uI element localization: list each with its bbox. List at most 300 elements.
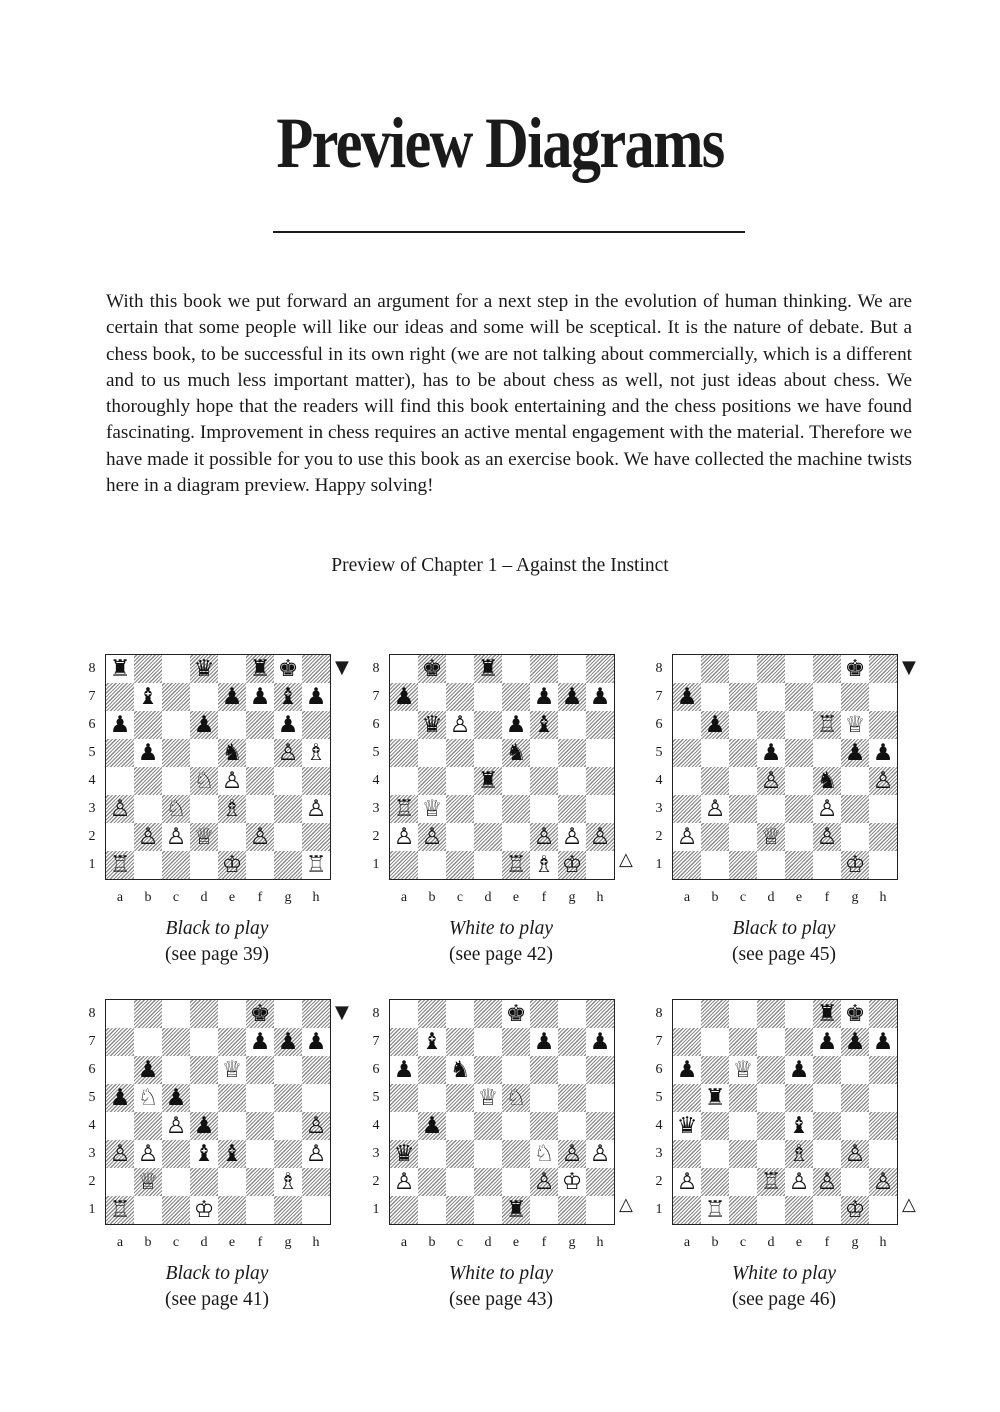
board-square xyxy=(162,655,190,683)
rank-label: 3 xyxy=(372,801,380,816)
board-square xyxy=(474,683,502,711)
white-queen-piece: ♕ xyxy=(732,1057,754,1083)
board-square xyxy=(757,1028,785,1056)
page-reference: (see page 39) xyxy=(165,944,269,965)
intro-paragraph: With this book we put forward an argument for a next step in the evolution of human thinking. We are certain that some people will like our ideas and some will be sceptical. It is the nature of debate. But a chess book, to be successful in its own right (we are not talking about commercially, which is a different and to us much less important matter), has to be about chess as well, not just ideas about chess. We thoroughly hope that the readers will find this book entertaining and the chess positions we have found fascinating. Improvement in chess requires an active mental engagement with the material. Therefore we have made it possible for you to use this book as an exercise book. We have collected the machine twists here in a diagram preview. Happy solving! xyxy=(106,291,912,497)
black-knight-piece: ♞ xyxy=(505,740,527,766)
diagram-caption xyxy=(85,916,349,968)
board-square xyxy=(701,1112,729,1140)
rank-label: 8 xyxy=(655,1006,663,1021)
file-label: d xyxy=(767,890,775,905)
board-square xyxy=(162,739,190,767)
board-square xyxy=(785,1196,813,1224)
board-square xyxy=(390,767,418,795)
white-queen-piece: ♕ xyxy=(221,1057,243,1083)
board-square xyxy=(869,1000,897,1028)
black-pawn-piece: ♟ xyxy=(533,1029,555,1055)
board-square xyxy=(246,1112,274,1140)
black-pawn-piece: ♟ xyxy=(137,1057,159,1083)
black-queen-piece: ♛ xyxy=(193,656,215,682)
white-pawn-piece: ♙ xyxy=(277,740,299,766)
board-square xyxy=(502,823,530,851)
board-square xyxy=(813,1196,841,1224)
board-square xyxy=(530,1056,558,1084)
board-square xyxy=(558,739,586,767)
board-square xyxy=(729,795,757,823)
board-square xyxy=(190,1084,218,1112)
board-square xyxy=(558,655,586,683)
board-square xyxy=(162,851,190,879)
board-square xyxy=(474,1028,502,1056)
board-square xyxy=(841,795,869,823)
file-label: h xyxy=(879,1235,887,1250)
board-square xyxy=(134,851,162,879)
board-square xyxy=(558,1112,586,1140)
rank-label: 2 xyxy=(88,829,96,844)
file-label: e xyxy=(228,1235,236,1250)
board-square xyxy=(729,1196,757,1224)
board-square xyxy=(701,1056,729,1084)
board-square xyxy=(418,1084,446,1112)
black-knight-piece: ♞ xyxy=(221,740,243,766)
board-square xyxy=(246,1168,274,1196)
white-rook-piece: ♖ xyxy=(109,1197,131,1223)
rank-label: 5 xyxy=(372,745,380,760)
board-square xyxy=(134,1112,162,1140)
board-square xyxy=(474,823,502,851)
white-pawn-piece: ♙ xyxy=(589,1141,611,1167)
white-pawn-piece: ♙ xyxy=(676,1169,698,1195)
board-square xyxy=(701,1140,729,1168)
file-label: d xyxy=(484,890,492,905)
board-square xyxy=(446,683,474,711)
file-label: c xyxy=(739,890,747,905)
board-square xyxy=(106,767,134,795)
file-label: f xyxy=(541,890,547,905)
white-king-piece: ♔ xyxy=(844,852,866,878)
board-square xyxy=(729,711,757,739)
board-square xyxy=(474,1168,502,1196)
file-label: h xyxy=(596,1235,604,1250)
board-square xyxy=(418,851,446,879)
board-square xyxy=(673,1196,701,1224)
board-square xyxy=(446,1168,474,1196)
board-square xyxy=(418,683,446,711)
board-square xyxy=(586,739,614,767)
white-bishop-piece: ♗ xyxy=(533,852,555,878)
board-square xyxy=(246,1140,274,1168)
board-square xyxy=(390,739,418,767)
board-square xyxy=(673,767,701,795)
black-pawn-piece: ♟ xyxy=(249,684,271,710)
white-pawn-piece: ♙ xyxy=(421,824,443,850)
rank-label: 3 xyxy=(88,801,96,816)
black-pawn-piece: ♟ xyxy=(872,1029,894,1055)
rank-label: 8 xyxy=(372,661,380,676)
board-square xyxy=(869,683,897,711)
black-king-piece: ♚ xyxy=(844,1001,866,1027)
board-square xyxy=(502,655,530,683)
board-square xyxy=(729,1028,757,1056)
board-square xyxy=(673,1028,701,1056)
board-square xyxy=(218,1168,246,1196)
black-rook-piece: ♜ xyxy=(704,1085,726,1111)
board-square xyxy=(134,795,162,823)
chess-diagram xyxy=(652,999,932,1329)
chess-board xyxy=(389,999,615,1225)
board-square xyxy=(106,1000,134,1028)
board-square xyxy=(841,1168,869,1196)
board-square xyxy=(813,683,841,711)
board-square xyxy=(246,1084,274,1112)
board-square xyxy=(446,1028,474,1056)
board-square xyxy=(162,1056,190,1084)
file-label: c xyxy=(172,1235,180,1250)
board-square xyxy=(757,1056,785,1084)
file-label: b xyxy=(428,890,436,905)
white-pawn-piece: ♙ xyxy=(393,1169,415,1195)
diagram-caption xyxy=(369,1261,633,1313)
rank-label: 7 xyxy=(372,689,380,704)
diagram-caption xyxy=(652,1261,916,1313)
board-square xyxy=(813,1084,841,1112)
file-label: f xyxy=(257,1235,263,1250)
board-square xyxy=(841,823,869,851)
board-square xyxy=(558,1056,586,1084)
rank-label: 6 xyxy=(88,717,96,732)
board-square xyxy=(502,1056,530,1084)
board-square xyxy=(530,1000,558,1028)
board-square xyxy=(446,1000,474,1028)
board-square xyxy=(558,1084,586,1112)
board-square xyxy=(502,795,530,823)
diagram-caption xyxy=(369,916,633,968)
board-square xyxy=(418,1000,446,1028)
board-square xyxy=(813,1056,841,1084)
file-label: h xyxy=(312,1235,320,1250)
board-square xyxy=(246,739,274,767)
file-label: f xyxy=(541,1235,547,1250)
black-rook-piece: ♜ xyxy=(249,656,271,682)
file-label: b xyxy=(711,1235,719,1250)
chess-board xyxy=(672,999,898,1225)
white-knight-piece: ♘ xyxy=(165,796,187,822)
rank-label: 4 xyxy=(655,1118,663,1133)
board-square xyxy=(134,711,162,739)
board-square xyxy=(869,655,897,683)
black-pawn-piece: ♟ xyxy=(109,1085,131,1111)
chess-board xyxy=(389,654,615,880)
file-label: a xyxy=(400,890,408,905)
white-bishop-piece: ♗ xyxy=(788,1141,810,1167)
white-to-move-icon: △ xyxy=(902,1194,916,1215)
board-square xyxy=(474,851,502,879)
white-king-piece: ♔ xyxy=(193,1197,215,1223)
board-square xyxy=(246,1056,274,1084)
black-pawn-piece: ♟ xyxy=(561,684,583,710)
rank-label: 1 xyxy=(655,1202,663,1217)
board-square xyxy=(390,851,418,879)
black-knight-piece: ♞ xyxy=(449,1057,471,1083)
black-pawn-piece: ♟ xyxy=(589,1029,611,1055)
board-square xyxy=(586,1168,614,1196)
black-pawn-piece: ♟ xyxy=(872,740,894,766)
board-square xyxy=(302,823,330,851)
board-square xyxy=(785,823,813,851)
board-square xyxy=(474,739,502,767)
white-pawn-piece: ♙ xyxy=(305,1141,327,1167)
board-square xyxy=(673,795,701,823)
black-king-piece: ♚ xyxy=(421,656,443,682)
black-to-move-icon: ▼ xyxy=(902,657,916,678)
white-rook-piece: ♖ xyxy=(760,1169,782,1195)
board-square xyxy=(218,711,246,739)
black-pawn-piece: ♟ xyxy=(676,1057,698,1083)
board-square xyxy=(586,655,614,683)
file-label: a xyxy=(683,890,691,905)
board-square xyxy=(106,1112,134,1140)
black-pawn-piece: ♟ xyxy=(676,684,698,710)
page-reference: (see page 41) xyxy=(165,1289,269,1310)
board-square xyxy=(586,1112,614,1140)
white-pawn-piece: ♙ xyxy=(872,1169,894,1195)
white-pawn-piece: ♙ xyxy=(561,824,583,850)
black-queen-piece: ♛ xyxy=(393,1141,415,1167)
board-square xyxy=(302,1000,330,1028)
board-square xyxy=(729,851,757,879)
white-queen-piece: ♕ xyxy=(137,1169,159,1195)
black-pawn-piece: ♟ xyxy=(305,684,327,710)
black-bishop-piece: ♝ xyxy=(421,1029,443,1055)
file-label: b xyxy=(144,890,152,905)
white-king-piece: ♔ xyxy=(844,1197,866,1223)
white-pawn-piece: ♙ xyxy=(533,824,555,850)
black-king-piece: ♚ xyxy=(505,1001,527,1027)
board-square xyxy=(673,1000,701,1028)
file-label: d xyxy=(200,890,208,905)
board-square xyxy=(418,1140,446,1168)
white-pawn-piece: ♙ xyxy=(788,1169,810,1195)
board-square xyxy=(530,1112,558,1140)
board-square xyxy=(586,851,614,879)
board-square xyxy=(134,1196,162,1224)
file-label: h xyxy=(312,890,320,905)
board-square xyxy=(869,823,897,851)
board-square xyxy=(701,1028,729,1056)
black-pawn-piece: ♟ xyxy=(505,712,527,738)
board-square xyxy=(106,1168,134,1196)
board-square xyxy=(701,823,729,851)
board-square xyxy=(785,851,813,879)
black-pawn-piece: ♟ xyxy=(844,1029,866,1055)
white-pawn-piece: ♙ xyxy=(137,824,159,850)
board-square xyxy=(190,795,218,823)
board-square xyxy=(390,655,418,683)
board-square xyxy=(190,1056,218,1084)
board-square xyxy=(302,655,330,683)
rank-label: 1 xyxy=(655,857,663,872)
rank-label: 2 xyxy=(655,1174,663,1189)
white-pawn-piece: ♙ xyxy=(305,796,327,822)
board-square xyxy=(757,795,785,823)
rank-label: 1 xyxy=(372,857,380,872)
file-label: h xyxy=(879,890,887,905)
board-square xyxy=(162,711,190,739)
board-square xyxy=(274,823,302,851)
chess-diagram xyxy=(369,654,649,984)
white-pawn-piece: ♙ xyxy=(816,796,838,822)
board-square xyxy=(302,1168,330,1196)
white-pawn-piece: ♙ xyxy=(704,796,726,822)
black-king-piece: ♚ xyxy=(249,1001,271,1027)
board-square xyxy=(673,1140,701,1168)
board-square xyxy=(190,1000,218,1028)
file-label: f xyxy=(824,1235,830,1250)
board-square xyxy=(757,1000,785,1028)
board-square xyxy=(162,1168,190,1196)
file-label: e xyxy=(795,1235,803,1250)
file-label: a xyxy=(683,1235,691,1250)
white-pawn-piece: ♙ xyxy=(449,712,471,738)
black-pawn-piece: ♟ xyxy=(277,712,299,738)
board-square xyxy=(586,795,614,823)
board-square xyxy=(530,767,558,795)
board-square xyxy=(302,1084,330,1112)
board-square xyxy=(785,767,813,795)
rank-label: 1 xyxy=(88,1202,96,1217)
board-square xyxy=(757,1112,785,1140)
board-square xyxy=(190,1028,218,1056)
board-square xyxy=(701,655,729,683)
black-bishop-piece: ♝ xyxy=(277,684,299,710)
black-queen-piece: ♛ xyxy=(676,1113,698,1139)
board-square xyxy=(729,823,757,851)
board-square xyxy=(785,711,813,739)
white-bishop-piece: ♗ xyxy=(221,796,243,822)
white-pawn-piece: ♙ xyxy=(561,1141,583,1167)
board-square xyxy=(418,767,446,795)
board-square xyxy=(106,683,134,711)
board-square xyxy=(757,683,785,711)
white-king-piece: ♔ xyxy=(221,852,243,878)
board-square xyxy=(106,1056,134,1084)
rank-label: 4 xyxy=(372,1118,380,1133)
board-square xyxy=(446,1084,474,1112)
file-label: b xyxy=(144,1235,152,1250)
rank-label: 1 xyxy=(372,1202,380,1217)
board-square xyxy=(586,1084,614,1112)
board-square xyxy=(446,851,474,879)
board-square xyxy=(106,823,134,851)
black-pawn-piece: ♟ xyxy=(760,740,782,766)
rank-label: 7 xyxy=(655,689,663,704)
board-square xyxy=(701,1000,729,1028)
black-rook-piece: ♜ xyxy=(816,1001,838,1027)
board-square xyxy=(841,683,869,711)
board-square xyxy=(446,823,474,851)
board-square xyxy=(586,767,614,795)
board-square xyxy=(390,1000,418,1028)
board-square xyxy=(162,683,190,711)
white-rook-piece: ♖ xyxy=(305,852,327,878)
black-queen-piece: ♛ xyxy=(421,712,443,738)
white-pawn-piece: ♙ xyxy=(109,796,131,822)
file-label: f xyxy=(257,890,263,905)
board-square xyxy=(474,1140,502,1168)
board-square xyxy=(701,767,729,795)
white-pawn-piece: ♙ xyxy=(589,824,611,850)
rank-label: 7 xyxy=(655,1034,663,1049)
file-label: d xyxy=(200,1235,208,1250)
board-square xyxy=(134,1028,162,1056)
board-square xyxy=(841,1056,869,1084)
white-rook-piece: ♖ xyxy=(505,852,527,878)
board-square xyxy=(729,683,757,711)
page-reference: (see page 45) xyxy=(732,944,836,965)
black-pawn-piece: ♟ xyxy=(393,684,415,710)
board-square xyxy=(218,1112,246,1140)
black-king-piece: ♚ xyxy=(844,656,866,682)
black-pawn-piece: ♟ xyxy=(193,712,215,738)
board-square xyxy=(785,683,813,711)
board-square xyxy=(841,767,869,795)
white-pawn-piece: ♙ xyxy=(760,768,782,794)
board-square xyxy=(785,739,813,767)
black-pawn-piece: ♟ xyxy=(533,684,555,710)
rank-label: 3 xyxy=(655,1146,663,1161)
file-label: a xyxy=(116,1235,124,1250)
white-bishop-piece: ♗ xyxy=(305,740,327,766)
rank-label: 3 xyxy=(88,1146,96,1161)
black-pawn-piece: ♟ xyxy=(844,740,866,766)
black-pawn-piece: ♟ xyxy=(305,1029,327,1055)
board-square xyxy=(418,1168,446,1196)
board-square xyxy=(134,767,162,795)
board-square xyxy=(673,1084,701,1112)
white-pawn-piece: ♙ xyxy=(137,1141,159,1167)
file-label: d xyxy=(767,1235,775,1250)
diagram-caption xyxy=(652,916,916,968)
white-pawn-piece: ♙ xyxy=(305,1113,327,1139)
board-square xyxy=(274,767,302,795)
board-square xyxy=(558,1196,586,1224)
board-square xyxy=(302,767,330,795)
file-label: g xyxy=(284,1235,292,1250)
board-square xyxy=(274,1000,302,1028)
rank-label: 7 xyxy=(88,1034,96,1049)
board-square xyxy=(190,739,218,767)
board-square xyxy=(757,1140,785,1168)
board-square xyxy=(757,851,785,879)
board-square xyxy=(246,851,274,879)
board-square xyxy=(134,655,162,683)
rank-label: 8 xyxy=(88,1006,96,1021)
board-square xyxy=(390,1084,418,1112)
diagram-caption xyxy=(85,1261,349,1313)
board-square xyxy=(785,1028,813,1056)
board-square xyxy=(813,655,841,683)
black-pawn-piece: ♟ xyxy=(109,712,131,738)
board-square xyxy=(558,1028,586,1056)
white-pawn-piece: ♙ xyxy=(844,1141,866,1167)
board-square xyxy=(586,1196,614,1224)
black-pawn-piece: ♟ xyxy=(788,1057,810,1083)
board-square xyxy=(274,1112,302,1140)
board-square xyxy=(390,711,418,739)
white-knight-piece: ♘ xyxy=(533,1141,555,1167)
board-square xyxy=(869,795,897,823)
rank-label: 8 xyxy=(372,1006,380,1021)
